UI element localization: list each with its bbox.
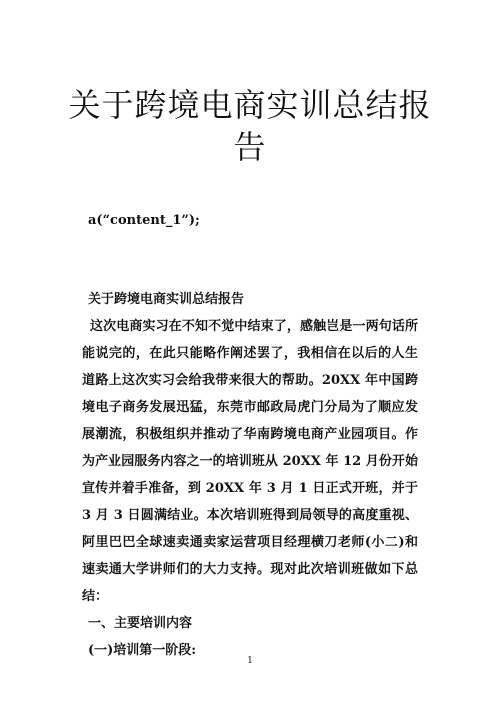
- section-subtitle: 关于跨境电商实训总结报告: [88, 292, 245, 307]
- subsection-heading: (一)培训第一阶段:: [88, 643, 197, 658]
- page-number: 1: [247, 656, 253, 666]
- template-code-line: a(“content_1”);: [88, 213, 200, 228]
- section-heading: 一、主要培训内容: [88, 616, 193, 631]
- intro-paragraph: 这次电商实习在不知不觉中结束了，感触岂是一两句话所能说完的，在此只能略作阐述罢了，我相信在以后的人生道路上这次实习会给我带来很大的帮助。20XX 年中国跨境电子商务发展迅猛，东莞市邮政局虎门分局为了顺应发展潮流，积极组织并推动了华南跨境电商产业园项目。作为产业园服务内容之一的培训班从 20XX 年 12 月份开始宣传并着手准备，到 20XX 年 3 月 1 日正式开班，并于 3 月 3 日圆满结业。本次培训班得到局领导的高度重视、阿里巴巴全球速卖通卖家运营项目经理横刀老师(小二)和速卖通大学讲师们的大力支持。现对此次培训班做如下总结：: [82, 319, 418, 604]
- document-title: 关于跨境电商实训总结报告: [68, 86, 432, 166]
- document-body: [82, 286, 418, 664]
